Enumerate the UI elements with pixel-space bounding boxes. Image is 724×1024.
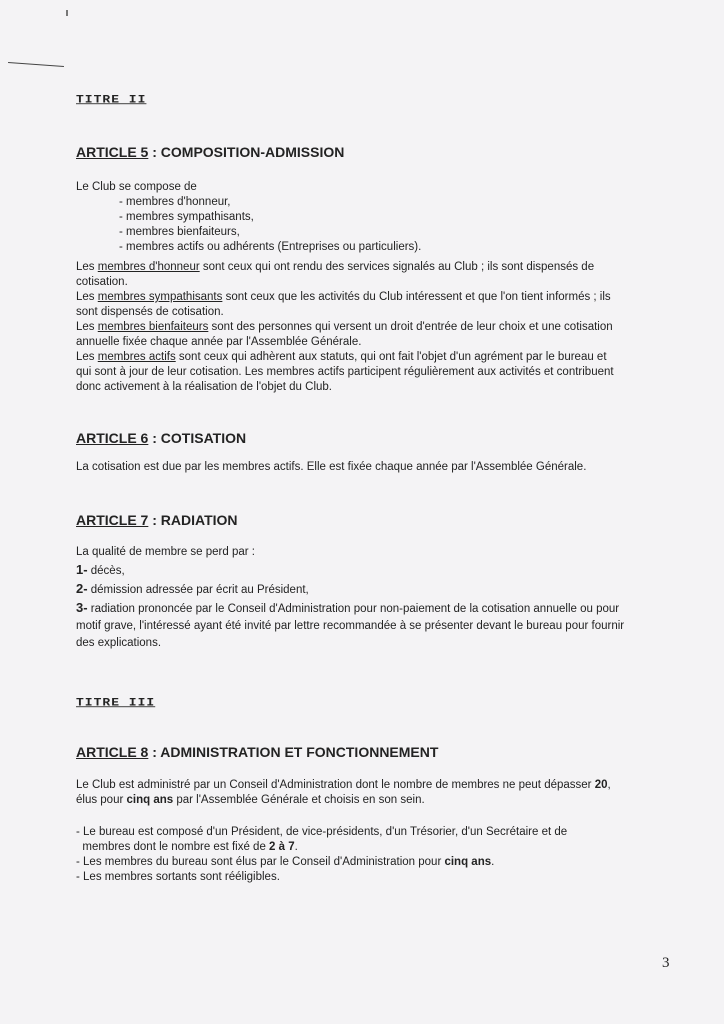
administration-text-cont <box>76 793 676 808</box>
scan-artifact-dot <box>66 10 68 16</box>
member-type-item: - membres sympathisants, <box>119 211 254 223</box>
item-text: démission adressée par écrit au Président, <box>87 584 309 596</box>
article-8-label: ARTICLE 8 <box>76 744 149 760</box>
text-span: , <box>607 779 611 791</box>
actifs-definition: Les membres actifs sont ceux qui adhèrent aux statuts, qui ont fait l'objet d'un agrément par le bureau et <box>76 351 607 363</box>
text-span: par l'Assemblée Générale et choisis en son sein. <box>173 794 425 806</box>
item-number: 1- <box>76 562 88 577</box>
member-type-item: - membres d'honneur, <box>119 196 231 208</box>
honneur-definition-cont: cotisation. <box>76 276 128 288</box>
text-span: membres dont le nombre est fixé de <box>76 841 270 853</box>
article-7-heading <box>76 512 238 528</box>
radiation-item <box>76 599 676 618</box>
bienf-definition: Les membres bienfaiteurs sont des personnes qui versent un droit d'entrée de leur choix et une cotisation <box>76 321 613 333</box>
article-7-label: ARTICLE 7 <box>76 512 149 528</box>
actifs-definition-cont: donc activement à la réalisation de l'objet du Club. <box>76 381 332 393</box>
text-span: . <box>294 841 298 853</box>
sympa-definition-cont: sont dispensés de cotisation. <box>76 306 224 318</box>
radiation-item-cont: des explications. <box>76 637 162 649</box>
article-6-text <box>76 460 676 475</box>
honneur-definition: Les membres d'honneur sont ceux qui ont rendu des services signalés au Club ; ils sont dispensés de <box>76 261 595 273</box>
article-6-heading <box>76 430 246 446</box>
article-5-definitions <box>76 260 676 395</box>
sympa-term: membres sympathisants <box>97 291 223 303</box>
titre-3-heading: TITRE III <box>76 696 156 709</box>
sympa-definition: Les membres sympathisants sont ceux que les activités du Club intéressent et que l'on tient informés ; ils <box>76 291 611 303</box>
titre-2-heading: TITRE II <box>76 93 147 106</box>
max-members-value: 20 <box>594 779 608 791</box>
text-span: élus pour <box>76 794 127 806</box>
article-8-title: : ADMINISTRATION ET FONCTIONNEMENT <box>148 744 439 760</box>
article-5-heading <box>76 144 344 160</box>
radiation-item <box>76 561 676 580</box>
article-5-composition <box>76 180 676 255</box>
bureau-election <box>76 855 676 870</box>
radiation-item <box>76 580 676 599</box>
bienf-definition-cont: annuelle fixée chaque année par l'Assemblée Générale. <box>76 336 362 348</box>
text-span: - Les membres du bureau sont élus par le Conseil d'Administration pour <box>76 856 445 868</box>
sympa-text: sont ceux que les activités du Club intéressent et que l'on tient informés ; ils <box>222 291 611 303</box>
text-span: . <box>491 856 495 868</box>
radiation-item-cont: motif grave, l'intéressé ayant été invité par lettre recommandée à se présenter devant le bureau pour fournir <box>76 620 625 632</box>
reeligibility-text: - Les membres sortants sont rééligibles. <box>76 871 280 883</box>
actifs-definition-cont: qui sont à jour de leur cotisation. Les membres actifs participent régulièrement aux activités et contribuent <box>76 366 614 378</box>
administration-text <box>76 778 676 793</box>
term-value: cinq ans <box>444 856 492 868</box>
bienf-term: membres bienfaiteurs <box>97 321 209 333</box>
article-5-title: : COMPOSITION-ADMISSION <box>148 144 345 160</box>
radiation-intro: La qualité de membre se perd par : <box>76 546 255 558</box>
member-type-item: - membres actifs ou adhérents (Entreprises ou particuliers). <box>119 241 422 253</box>
member-type-item: - membres bienfaiteurs, <box>119 226 240 238</box>
article-7-title: : RADIATION <box>148 512 238 528</box>
term-value: cinq ans <box>126 794 174 806</box>
text-span: Le Club est administré par un Conseil d'Administration dont le nombre de membres ne peut dépasser <box>76 779 595 791</box>
honneur-text: sont ceux qui ont rendu des services signalés au Club ; ils sont dispensés de <box>199 261 595 273</box>
page-number: 3 <box>662 955 670 971</box>
actifs-term: membres actifs <box>97 351 176 363</box>
bureau-composition: - Le bureau est composé d'un Président, de vice-présidents, d'un Trésorier, d'un Secrétaire et de <box>76 826 568 838</box>
article-6-label: ARTICLE 6 <box>76 430 149 446</box>
article-5-intro: Le Club se compose de <box>76 181 197 193</box>
bureau-composition-cont <box>76 840 676 855</box>
article-8-intro <box>76 778 676 808</box>
item-text: radiation prononcée par le Conseil d'Administration pour non-paiement de la cotisation annuelle ou pour <box>87 603 620 615</box>
cotisation-text: La cotisation est due par les membres actifs. Elle est fixée chaque année par l'Assemblée Générale. <box>76 461 587 473</box>
article-8-bullets <box>76 825 676 885</box>
bureau-size-value: 2 à 7 <box>269 841 295 853</box>
item-number: 3- <box>76 600 88 615</box>
item-text: décès, <box>87 565 125 577</box>
article-7-text <box>76 544 676 652</box>
item-number: 2- <box>76 581 88 596</box>
article-6-title: : COTISATION <box>148 430 247 446</box>
honneur-term: membres d'honneur <box>97 261 200 273</box>
bienf-text: sont des personnes qui versent un droit d'entrée de leur choix et une cotisation <box>208 321 613 333</box>
actifs-text: sont ceux qui adhèrent aux statuts, qui ont fait l'objet d'un agrément par le bureau et <box>175 351 607 363</box>
article-5-label: ARTICLE 5 <box>76 144 149 160</box>
article-8-heading <box>76 744 438 760</box>
scan-artifact-line <box>8 62 64 67</box>
